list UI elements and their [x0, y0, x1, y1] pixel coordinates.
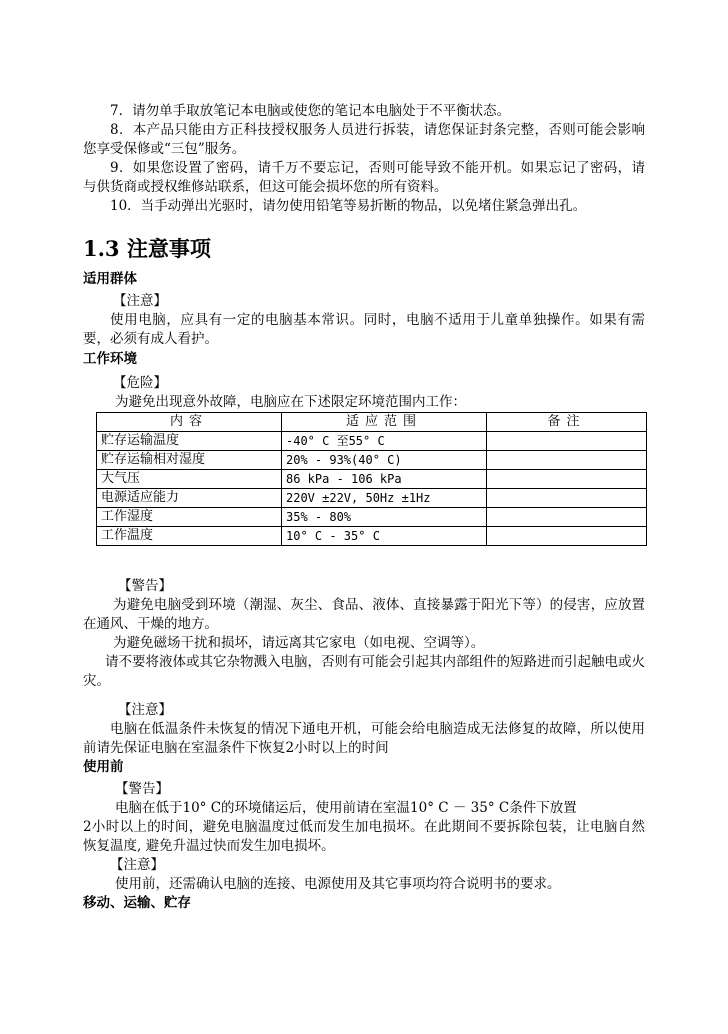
intro-item-9: 9．如果您设置了密码，请千万不要忘记，否则可能导致不能开机。如果忘记了密码，请与供货商或授权维修站联系，但这可能会损坏您的所有资料。: [83, 160, 645, 195]
before-use-note-tag: 【注意】: [110, 857, 164, 873]
environment-warning-text-3: 请不要将液体或其它杂物溅入电脑，否则有可能会引起其内部组件的短路进而引起触电或火灾。: [83, 654, 645, 689]
table-row: [97, 432, 647, 451]
environment-danger-text: 为避免出现意外故障，电脑应在下述限定环境范围内工作：: [115, 394, 466, 410]
section-title: 1.3 注意事项: [83, 236, 211, 261]
table-cell: 20% - 93%(40° C): [282, 451, 487, 470]
before-use-warning-line-1: 电脑在低于10° C的环境储运后，使用前请在室温10° C － 35° C条件下放置: [115, 800, 577, 816]
environment-warning-block: [83, 577, 645, 691]
table-cell: 贮存运输温度: [97, 432, 282, 451]
table-header-range: 适应范围: [282, 413, 487, 432]
table-cell: 工作温度: [97, 527, 282, 546]
applicable-note-tag: 【注意】: [113, 293, 167, 309]
environment-note-text: 电脑在低温条件未恢复的情况下通电开机，可能会给电脑造成无法修复的故障，所以使用前请先保证电脑在室温条件下恢复2小时以上的时间: [83, 721, 645, 756]
table-cell: [487, 432, 647, 451]
table-header-remark: 备注: [487, 413, 647, 432]
table-row: [97, 508, 647, 527]
table-cell: [487, 470, 647, 489]
applicable-title: 适用群体: [83, 271, 137, 287]
environment-danger-tag: 【危险】: [113, 375, 167, 391]
environment-title: 工作环境: [83, 351, 137, 367]
intro-item-8: 8．本产品只能由方正科技授权服务人员进行拆装，请您保证封条完整，否则可能会影响您享受保修或“三包”服务。: [83, 122, 645, 157]
table-cell: [487, 451, 647, 470]
table-cell: 工作湿度: [97, 508, 282, 527]
before-use-warning-line-2: 2小时以上的时间，避免电脑温度过低而发生加电损坏。在此期间不要拆除包装，让电脑自然恢复温度, 避免升温过快而发生加电损坏。: [83, 819, 645, 854]
table-cell: 大气压: [97, 470, 282, 489]
intro-list: [83, 102, 645, 216]
environment-table: [96, 412, 647, 546]
table-header-row: [97, 413, 647, 432]
before-use-note-text: 使用前，还需确认电脑的连接、电源使用及其它事项均符合说明书的要求。: [115, 876, 561, 892]
transport-title: 移动、运输、贮存: [83, 895, 191, 911]
intro-item-10: 10．当手动弹出光驱时，请勿使用铅笔等易折断的物品，以免堵住紧急弹出孔。: [110, 198, 587, 214]
table-row: [97, 451, 647, 470]
intro-item-7: 7．请勿单手取放笔记本电脑或使您的笔记本电脑处于不平衡状态。: [110, 103, 511, 119]
table-cell: [487, 508, 647, 527]
table-row: [97, 527, 647, 546]
environment-note-block: [83, 701, 645, 758]
before-use-warning-tag: 【警告】: [115, 781, 169, 797]
table-cell: [487, 527, 647, 546]
table-row: [97, 470, 647, 489]
before-use-title: 使用前: [83, 759, 124, 775]
table-cell: 电源适应能力: [97, 489, 282, 508]
before-use-block: [83, 758, 645, 913]
environment-note-tag: 【注意】: [118, 702, 172, 718]
table-cell: 86 kPa - 106 kPa: [282, 470, 487, 489]
table-row: [97, 489, 647, 508]
table-cell: 220V ±22V, 50Hz ±1Hz: [282, 489, 487, 508]
applicable-text: 使用电脑，应具有一定的电脑基本常识。同时，电脑不适用于儿童单独操作。如果有需要，必须有成人看护。: [83, 312, 645, 347]
environment-block: [83, 350, 645, 546]
table-cell: 10° C - 35° C: [282, 527, 487, 546]
environment-warning-tag: 【警告】: [118, 578, 172, 594]
environment-warning-text-1: 为避免电脑受到环境（潮湿、灰尘、食品、液体、直接暴露于阳光下等）的侵害，应放置在通风、干燥的地方。: [83, 597, 645, 632]
table-cell: [487, 489, 647, 508]
table-header-content: 内容: [97, 413, 282, 432]
applicable-block: [83, 270, 645, 349]
environment-warning-text-2: 为避免磁场干扰和损坏，请远离其它家电（如电视、空调等）。: [113, 635, 485, 651]
table-cell: 贮存运输相对湿度: [97, 451, 282, 470]
table-cell: 35% - 80%: [282, 508, 487, 527]
table-cell: -40° C 至55° C: [282, 432, 487, 451]
